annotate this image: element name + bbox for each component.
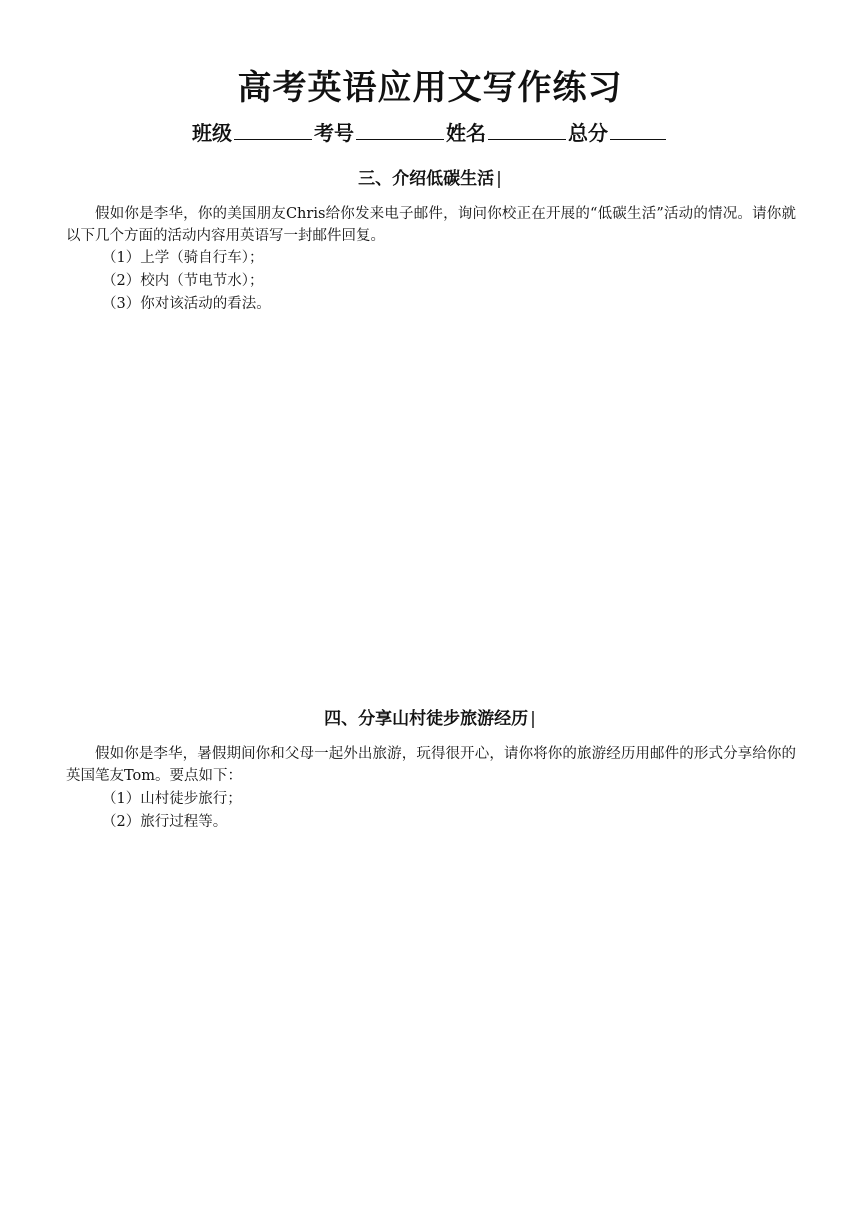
list-item: （2）旅行过程等。 <box>102 814 228 830</box>
text-cursor-icon: | <box>496 169 502 189</box>
score-label: 总分 <box>568 121 608 145</box>
text-cursor-icon: | <box>530 709 536 729</box>
name-label: 姓名 <box>446 121 486 145</box>
section-prompt: 假如你是李华，暑假期间你和父母一起外出旅游，玩得很开心，请你将你的旅游经历用邮件的形式分享给你的英国笔友Tom。要点如下： <box>66 746 796 784</box>
section-heading-hiking-trip <box>0 706 860 732</box>
list-item: （2）校内（节电节水）； <box>102 273 264 289</box>
page-title: 高考英语应用文写作练习 <box>237 68 623 108</box>
list-item: （1）山村徒步旅行； <box>102 791 242 807</box>
exam-number-blank <box>356 119 444 140</box>
student-info-line <box>0 118 860 148</box>
exam-number-label: 考号 <box>314 121 354 145</box>
name-blank <box>488 119 566 140</box>
class-blank <box>234 119 312 140</box>
class-label: 班级 <box>192 121 232 145</box>
list-item: （3）你对该活动的看法。 <box>102 296 271 312</box>
score-blank <box>610 119 666 140</box>
section-heading-text: 四、分享山村徒步旅游经历 <box>324 709 529 729</box>
section-heading-low-carbon <box>0 166 860 192</box>
section-prompt: 假如你是李华，你的美国朋友Chris给你发来电子邮件，询问你校正在开展的“低碳生活”活动的情况。请你就以下几个方面的活动内容用英语写一封邮件回复。 <box>66 206 796 244</box>
list-item: （1）上学（骑自行车）； <box>102 250 264 266</box>
section-heading-text: 三、介绍低碳生活 <box>358 169 495 189</box>
